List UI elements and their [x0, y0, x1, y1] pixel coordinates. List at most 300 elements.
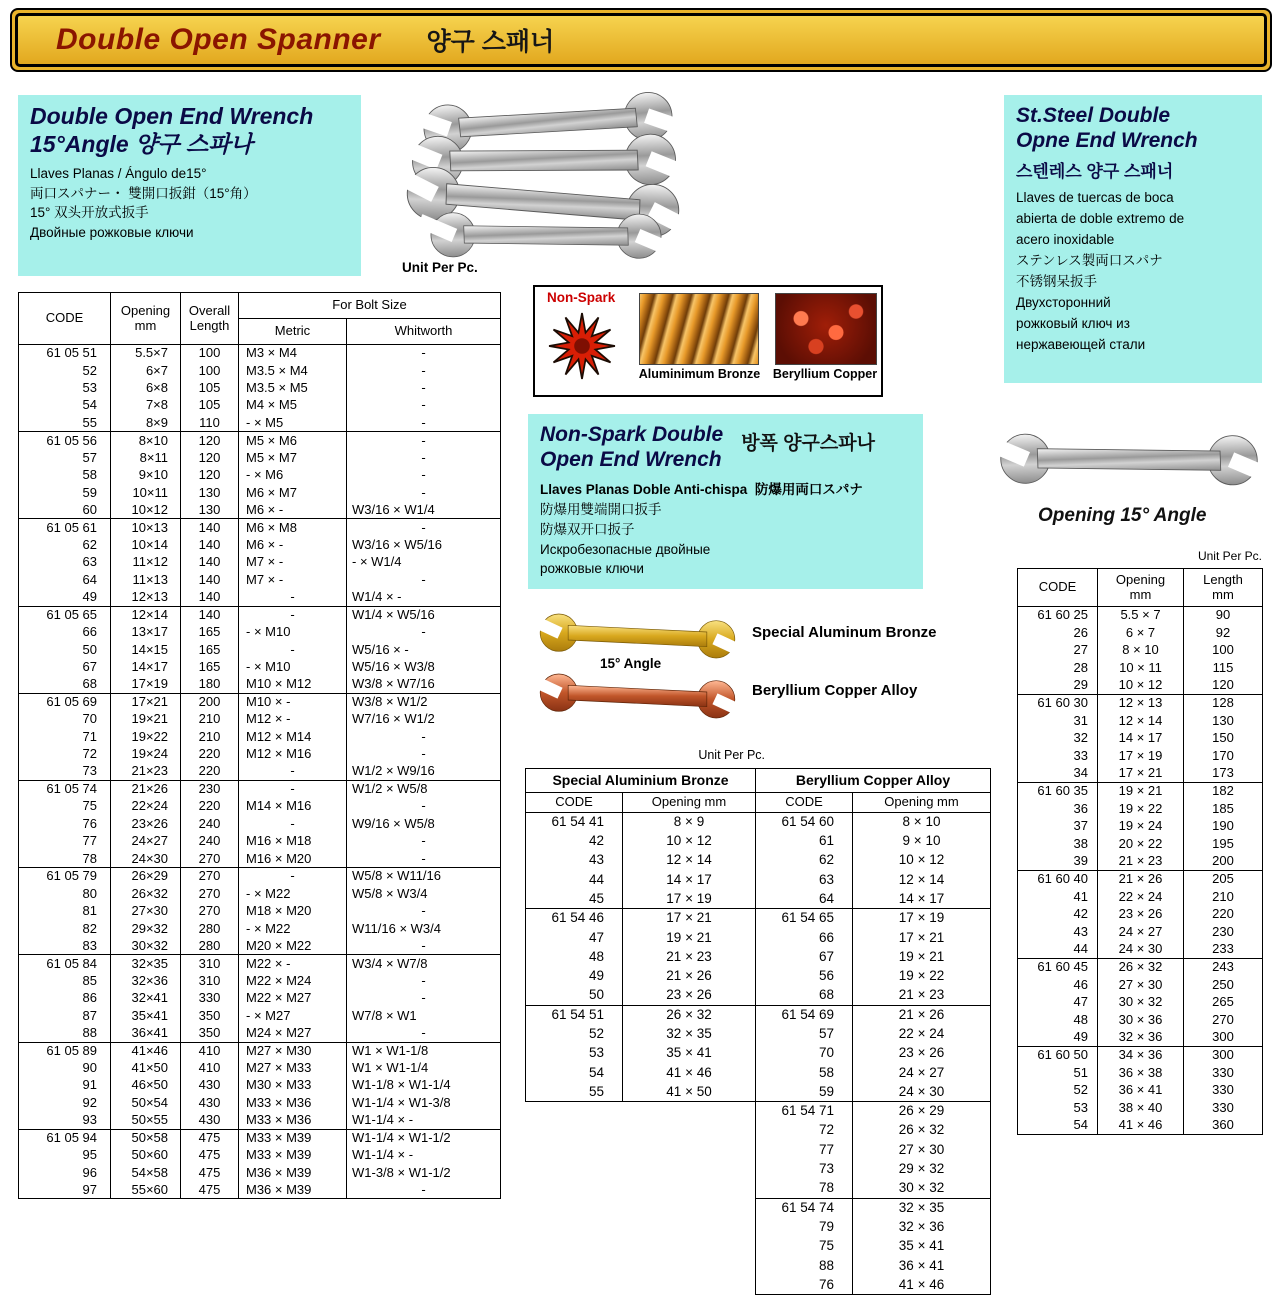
table-row — [19, 676, 501, 693]
table-row — [1018, 730, 1263, 748]
table-cell: M12 × M14 — [239, 728, 347, 745]
table-cell: 45 — [588, 890, 604, 906]
table-cell: M7 × - — [239, 554, 347, 571]
table-cell: 52 — [588, 1025, 604, 1041]
table-row — [756, 1256, 991, 1275]
table-row — [1018, 835, 1263, 853]
table-cell: - — [347, 1025, 501, 1042]
table-cell: 56 — [818, 968, 834, 984]
table-cell: 80 — [82, 885, 97, 901]
table-row — [756, 1121, 991, 1140]
table-cell: W5/8 × W3/4 — [347, 885, 501, 902]
table-cell: 165 — [181, 658, 239, 675]
table-cell: 120 — [1184, 677, 1263, 695]
table-cell: 185 — [1184, 800, 1263, 818]
table-cell: 17×21 — [111, 693, 181, 710]
table-row — [1018, 765, 1263, 783]
table-cell: 36 × 41 — [853, 1256, 991, 1275]
table-cell: 61 05 74 — [19, 780, 111, 797]
table-cell: - — [347, 1182, 501, 1199]
table-cell: M6 × - — [239, 536, 347, 553]
table-cell: M30 × M33 — [239, 1077, 347, 1094]
table-cell: 36 — [1073, 800, 1088, 816]
table-row — [756, 813, 991, 832]
table-cell: 140 — [181, 536, 239, 553]
table-cell: W3/16 × W1/4 — [347, 501, 501, 518]
table-cell: 54 — [1073, 1117, 1088, 1133]
table-cell: 12×14 — [111, 606, 181, 623]
table-cell: 44 — [588, 871, 604, 887]
table-cell: 26 × 32 — [1098, 958, 1184, 976]
table-row — [1018, 1011, 1263, 1029]
table-row — [526, 1005, 756, 1024]
table-row — [526, 813, 756, 832]
table-cell: 42 — [1073, 906, 1088, 922]
table-cell: 50×58 — [111, 1129, 181, 1146]
text-line: acero inoxidable — [1016, 232, 1115, 248]
table-cell: 61 — [818, 833, 834, 849]
table-cell: 71 — [82, 728, 97, 744]
table-cell: 38 × 40 — [1098, 1099, 1184, 1117]
table-cell: 36 × 38 — [1098, 1064, 1184, 1082]
table-row — [1018, 712, 1263, 730]
table-cell: - — [239, 815, 347, 832]
unit-per-pc-label-middle: Unit Per Pc. — [698, 748, 765, 762]
table-cell: 140 — [181, 554, 239, 571]
col-header-opening: Opening mm — [111, 293, 181, 345]
table-cell: 53 — [1073, 1099, 1088, 1115]
table-cell: 24 × 30 — [853, 1083, 991, 1102]
beryllium-copper-alloy-label: Beryllium Copper Alloy — [752, 682, 918, 699]
table-row — [19, 763, 501, 780]
steel-box-translations — [1016, 188, 1250, 355]
text-line: 防爆用雙端開口扳手 — [540, 502, 662, 518]
table-row — [756, 1044, 991, 1063]
table-cell: - — [347, 467, 501, 484]
table-row — [756, 1141, 991, 1160]
table-cell: 22×24 — [111, 798, 181, 815]
table-cell: - — [239, 763, 347, 780]
table-cell: 62 — [82, 536, 97, 552]
table-cell: 12 × 14 — [853, 870, 991, 889]
table-cell: 32 × 36 — [853, 1218, 991, 1237]
table-cell: 61 54 69 — [756, 1005, 853, 1024]
table-cell: 35 × 41 — [623, 1044, 756, 1063]
table-cell: 75 — [818, 1238, 834, 1254]
table-cell: 61 05 51 — [46, 345, 97, 361]
table-row — [1018, 607, 1263, 625]
table-cell: - — [347, 833, 501, 850]
table-cell: M3.5 × M5 — [239, 379, 347, 396]
table-cell: 430 — [181, 1077, 239, 1094]
table-row — [1018, 994, 1263, 1012]
table-cell: - — [347, 798, 501, 815]
table-cell: 55×60 — [111, 1182, 181, 1199]
table-cell: 93 — [82, 1112, 97, 1128]
table-cell: 350 — [181, 1007, 239, 1024]
table-row — [756, 1005, 991, 1024]
table-cell: 32 × 36 — [1098, 1029, 1184, 1047]
table-row — [19, 501, 501, 518]
stainless-steel-wrench-box — [1004, 95, 1262, 383]
table-row — [756, 1160, 991, 1179]
table-cell: 26 × 32 — [853, 1121, 991, 1140]
table-cell: 250 — [1184, 976, 1263, 994]
page-title: Double Open Spanner — [56, 23, 381, 56]
table-cell: 49 — [82, 588, 97, 604]
table-cell: 21 × 26 — [623, 967, 756, 986]
table-cell: 310 — [181, 972, 239, 989]
table-row — [19, 624, 501, 641]
table-cell: 21 × 26 — [1098, 870, 1184, 888]
table-cell: 30 × 32 — [853, 1179, 991, 1198]
non-spark-spanish-line: Llaves Planas Doble Anti-chispa 防爆用両口スパナ — [540, 482, 863, 498]
table-cell: 61 60 30 — [1018, 694, 1098, 712]
table-row — [19, 833, 501, 850]
table-cell: M5 × M6 — [239, 432, 347, 449]
table-cell: 21×23 — [111, 763, 181, 780]
stainless-spanner-drawing — [987, 415, 1272, 504]
table-row — [19, 362, 501, 379]
table-cell: - — [347, 345, 501, 362]
table-row — [19, 1147, 501, 1164]
beryllium-copper-alloy-table — [755, 768, 991, 1295]
table-cell: 77 — [818, 1141, 834, 1157]
col-header-bolt-size: For Bolt Size — [239, 293, 501, 319]
table-cell: 34 × 36 — [1098, 1046, 1184, 1064]
table-row — [526, 870, 756, 889]
table-row — [19, 345, 501, 362]
table-cell: 27×30 — [111, 903, 181, 920]
table-row — [19, 780, 501, 797]
table-row — [19, 641, 501, 658]
table-cell: 14×17 — [111, 658, 181, 675]
table-cell: 62 — [818, 852, 834, 868]
table-row — [756, 1063, 991, 1082]
table-cell: 61 05 56 — [19, 432, 111, 449]
table-cell: M27 × M33 — [239, 1059, 347, 1076]
non-spark-box-titles — [540, 422, 911, 472]
aluminium-bronze-photo — [639, 293, 759, 365]
bronze-col-header-code: CODE — [526, 793, 623, 813]
table-cell: M24 × M27 — [239, 1025, 347, 1042]
table-row — [756, 851, 991, 870]
table-cell: - × M10 — [239, 624, 347, 641]
table-cell: 11×13 — [111, 571, 181, 588]
table-cell: - — [347, 362, 501, 379]
table-cell: 8×9 — [111, 414, 181, 431]
table-row — [19, 1042, 501, 1059]
table-cell: W1/4 × W5/16 — [347, 606, 501, 623]
table-cell: 22 × 24 — [853, 1025, 991, 1044]
table-cell: W7/8 × W1 — [347, 1007, 501, 1024]
table-row — [19, 432, 501, 449]
table-cell: 10 × 12 — [853, 851, 991, 870]
table-cell: W5/16 × - — [347, 641, 501, 658]
stainless-steel-table — [1017, 568, 1263, 1135]
text-line: рожковый ключ из — [1016, 315, 1130, 331]
table-row — [1018, 642, 1263, 660]
table-cell: 61 05 84 — [19, 955, 111, 972]
table-cell: W5/16 × W3/8 — [347, 658, 501, 675]
table-row — [1018, 1064, 1263, 1082]
table-cell: - × M22 — [239, 885, 347, 902]
table-cell: 233 — [1184, 941, 1263, 959]
table-cell: 50×60 — [111, 1147, 181, 1164]
table-row — [19, 693, 501, 710]
table-cell: 41×46 — [111, 1042, 181, 1059]
non-spark-title-korean: 방폭 양구스파나 — [741, 433, 875, 454]
steel-box-title-line2: Opne End Wrench — [1016, 129, 1198, 153]
table-cell: 32 × 35 — [623, 1025, 756, 1044]
table-cell: 180 — [181, 676, 239, 693]
table-cell: 61 60 50 — [1018, 1046, 1098, 1064]
angle-15-label: 15° Angle — [600, 656, 662, 671]
table-cell: 61 54 51 — [526, 1005, 623, 1024]
table-row — [19, 746, 501, 763]
table-cell: 92 — [82, 1094, 97, 1110]
table-cell: 140 — [181, 571, 239, 588]
table-cell: 61 60 35 — [1018, 782, 1098, 800]
table-cell: 83 — [82, 937, 97, 953]
table-row — [756, 948, 991, 967]
table-cell: 31 — [1073, 712, 1088, 728]
beryllium-copper-photo — [775, 293, 877, 365]
table-cell: 61 05 65 — [19, 606, 111, 623]
table-cell: 105 — [181, 397, 239, 414]
table-cell: 240 — [181, 815, 239, 832]
text-line: Искробезопасные двойные — [540, 541, 711, 557]
table-cell: 17 × 19 — [853, 909, 991, 928]
table-cell: 85 — [82, 972, 97, 988]
table-cell: W1-3/8 × W1-1/2 — [347, 1164, 501, 1181]
table-row — [526, 890, 756, 909]
table-cell: 270 — [181, 885, 239, 902]
table-cell: W1/2 × W5/8 — [347, 780, 501, 797]
table-row — [19, 728, 501, 745]
table-row — [756, 1218, 991, 1237]
table-cell: 17×19 — [111, 676, 181, 693]
table-cell: 100 — [181, 345, 239, 362]
table-cell: 13×17 — [111, 624, 181, 641]
table-cell: W11/16 × W3/4 — [347, 920, 501, 937]
table-cell: 30 × 32 — [1098, 994, 1184, 1012]
table-cell: 59 — [818, 1083, 834, 1099]
table-cell: 8×11 — [111, 449, 181, 466]
table-row — [19, 920, 501, 937]
page-header-inner — [15, 13, 1267, 67]
table-cell: 26×32 — [111, 885, 181, 902]
table-cell: - — [347, 990, 501, 1007]
table-cell: 90 — [82, 1060, 97, 1075]
table-cell: 87 — [82, 1007, 97, 1023]
table-cell: 14 × 17 — [1098, 730, 1184, 748]
table-row — [19, 554, 501, 571]
table-cell: 92 — [1184, 624, 1263, 642]
table-cell: 35 × 41 — [853, 1237, 991, 1256]
table-cell: 270 — [1184, 1011, 1263, 1029]
table-cell: 29×32 — [111, 920, 181, 937]
table-cell: - — [239, 606, 347, 623]
table-cell: 220 — [181, 763, 239, 780]
table-cell: 41 — [1073, 888, 1088, 904]
table-cell: 360 — [1184, 1117, 1263, 1135]
table-cell: 17 × 19 — [1098, 747, 1184, 765]
table-cell: W1-1/8 × W1-1/4 — [347, 1077, 501, 1094]
table-row — [19, 658, 501, 675]
table-cell: 21 × 23 — [1098, 853, 1184, 871]
table-cell: - — [347, 903, 501, 920]
table-cell: - — [347, 484, 501, 501]
table-row — [756, 909, 991, 928]
table-cell: 182 — [1184, 782, 1263, 800]
table-row — [19, 903, 501, 920]
table-cell: M18 × M20 — [239, 903, 347, 920]
table-cell: 240 — [181, 833, 239, 850]
table-cell: 30×32 — [111, 937, 181, 954]
table-cell: 78 — [818, 1180, 834, 1196]
table-cell: M14 × M16 — [239, 798, 347, 815]
unit-per-pc-label-right: Unit Per Pc. — [1197, 549, 1262, 563]
table-row — [19, 606, 501, 623]
table-cell: 52 — [1073, 1082, 1088, 1098]
table-cell: 41 × 46 — [853, 1276, 991, 1295]
table-cell: 9×10 — [111, 467, 181, 484]
table-row — [756, 1179, 991, 1198]
table-cell: 140 — [181, 606, 239, 623]
table-cell: 410 — [181, 1042, 239, 1059]
table-row — [19, 868, 501, 885]
table-cell: 270 — [181, 868, 239, 885]
table-cell: M3 × M4 — [239, 345, 347, 362]
table-cell: 75 — [82, 798, 97, 814]
table-cell: 280 — [181, 920, 239, 937]
table-row — [1018, 1099, 1263, 1117]
table-cell: 10×11 — [111, 484, 181, 501]
table-cell: 17 × 21 — [853, 928, 991, 947]
table-cell: 10 × 12 — [1098, 677, 1184, 695]
table-cell: 57 — [818, 1025, 834, 1041]
table-cell: 63 — [82, 554, 97, 570]
table-row — [526, 928, 756, 947]
text-line: рожковые ключи — [540, 561, 644, 577]
table-cell: 53 — [82, 379, 97, 395]
table-cell: 43 — [588, 852, 604, 868]
table-cell: M36 × M39 — [239, 1164, 347, 1181]
table-row — [1018, 870, 1263, 888]
col-header-code: CODE — [19, 293, 111, 345]
table-cell: 61 54 41 — [551, 813, 604, 829]
table-cell: 61 60 40 — [1018, 870, 1098, 888]
table-cell: 210 — [1184, 888, 1263, 906]
table-cell: 170 — [1184, 747, 1263, 765]
table-cell: 243 — [1184, 958, 1263, 976]
table-cell: M22 × M27 — [239, 990, 347, 1007]
table-cell: M5 × M7 — [239, 449, 347, 466]
table-cell: 200 — [1184, 853, 1263, 871]
table-cell: 47 — [1073, 994, 1088, 1010]
table-cell: - × M10 — [239, 658, 347, 675]
table-cell: - — [347, 728, 501, 745]
table-cell: 115 — [1184, 659, 1263, 677]
table-cell: 90 — [1184, 607, 1263, 625]
table-cell: 66 — [82, 624, 97, 640]
table-cell: 38 — [1073, 835, 1088, 851]
table-cell: 76 — [818, 1276, 834, 1292]
table-cell: 49 — [588, 968, 604, 984]
table-cell: 310 — [181, 955, 239, 972]
table-cell: - — [347, 746, 501, 763]
table-cell: 81 — [82, 903, 97, 919]
table-row — [19, 1007, 501, 1024]
table-cell: 140 — [181, 589, 239, 606]
table-cell: 120 — [181, 449, 239, 466]
table-row — [19, 397, 501, 414]
table-cell: 280 — [181, 937, 239, 954]
table-cell: 79 — [818, 1218, 834, 1234]
table-cell: 12 × 14 — [623, 851, 756, 870]
table-cell: 475 — [181, 1147, 239, 1164]
text-line: 両口スパナー・ 雙開口扳鉗（15°角） — [30, 185, 257, 201]
beryllium-col-header-code: CODE — [756, 793, 853, 813]
table-cell: 54 — [82, 397, 97, 413]
table-cell: 100 — [181, 362, 239, 379]
table-cell: 105 — [181, 379, 239, 396]
table-cell: 61 05 89 — [19, 1042, 111, 1059]
table-row — [756, 928, 991, 947]
table-cell: 130 — [181, 501, 239, 518]
table-cell: M33 × M36 — [239, 1112, 347, 1129]
table-cell: 33 — [1073, 747, 1088, 763]
table-cell: 270 — [181, 903, 239, 920]
table-row — [756, 870, 991, 889]
table-row — [756, 1102, 991, 1121]
table-cell: 19×22 — [111, 728, 181, 745]
table-cell: 32 × 35 — [853, 1198, 991, 1217]
table-cell: 47 — [588, 929, 604, 945]
table-cell: 12 × 14 — [1098, 712, 1184, 730]
table-cell: 64 — [82, 571, 97, 587]
table-row — [526, 986, 756, 1005]
table-cell: W7/16 × W1/2 — [347, 711, 501, 728]
table-cell: 34 — [1073, 765, 1088, 781]
non-spark-label: Non-Spark — [547, 290, 616, 305]
table-row — [1018, 1029, 1263, 1047]
table-cell: - — [347, 414, 501, 431]
table-row — [756, 1276, 991, 1295]
table-row — [19, 1059, 501, 1076]
table-row — [19, 1094, 501, 1111]
table-cell: 19 × 21 — [623, 928, 756, 947]
table-cell: 61 05 69 — [19, 693, 111, 710]
page-title-korean: 양구 스패너 — [426, 28, 555, 56]
box-title-line1: Double Open End Wrench — [30, 103, 314, 129]
table-cell: 300 — [1184, 1029, 1263, 1047]
table-cell: M3.5 × M4 — [239, 362, 347, 379]
table-cell: 165 — [181, 641, 239, 658]
table-cell: 36×41 — [111, 1025, 181, 1042]
table-cell: 58 — [818, 1064, 834, 1080]
table-cell: 23 × 26 — [1098, 906, 1184, 924]
table-cell: 26 × 29 — [853, 1102, 991, 1121]
table-cell: 150 — [1184, 730, 1263, 748]
table-cell: 41 × 46 — [1098, 1117, 1184, 1135]
table-cell: 78 — [82, 850, 97, 866]
table-cell: 43 — [1073, 923, 1088, 939]
non-spark-translations — [540, 500, 911, 578]
opening-15-angle-label: Opening 15° Angle — [1038, 505, 1207, 526]
table-cell: 120 — [181, 467, 239, 484]
